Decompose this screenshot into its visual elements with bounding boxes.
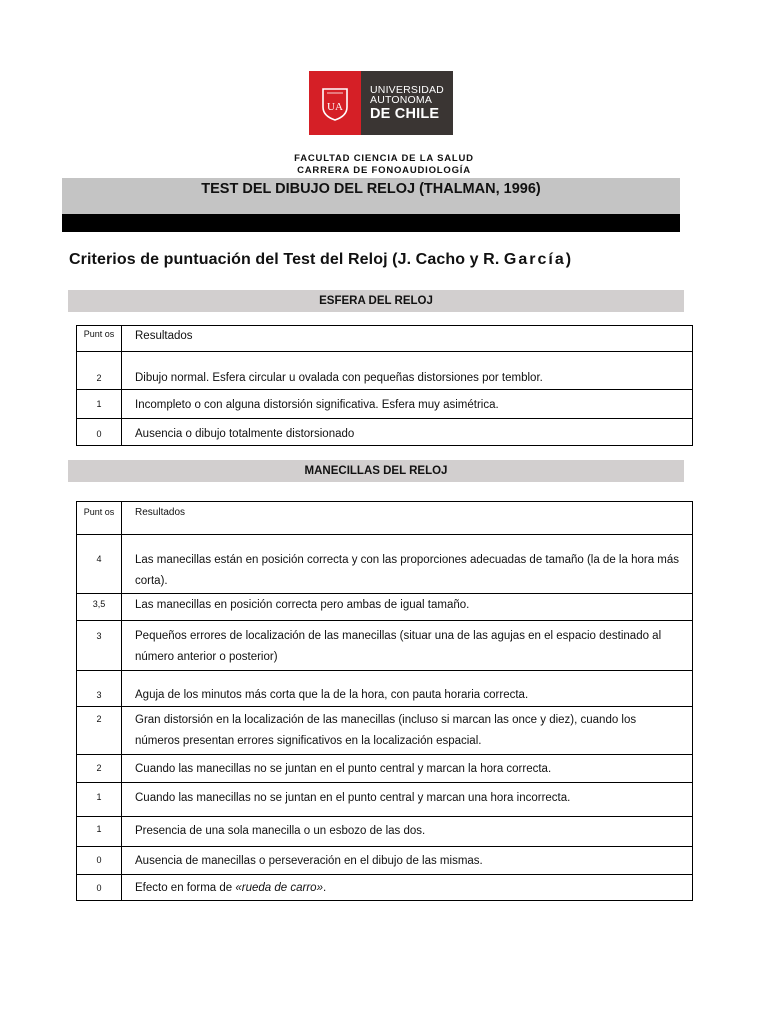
faculty-name: FACULTAD CIENCIA DE LA SALUD: [294, 153, 474, 164]
criteria-title-main: Criterios de puntuación del Test del Reloj (J. Cacho y R.: [69, 251, 504, 268]
row-result: Dibujo normal. Esfera circular u ovalada con pequeñas distorsiones por temblor.: [122, 352, 693, 390]
row-points: 0: [77, 419, 122, 446]
career-name: CARRERA DE FONOAUDIOLOGÍA: [297, 165, 471, 176]
test-title: TEST DEL DIBUJO DEL RELOJ (THALMAN, 1996): [201, 181, 541, 197]
row-points: 1: [77, 783, 122, 817]
row-result: [122, 875, 693, 901]
row-result: Presencia de una sola manecilla o un esbozo de las dos.: [122, 817, 693, 847]
esfera-table: [76, 325, 693, 446]
row-points: 3: [77, 671, 122, 707]
row-result: Ausencia de manecillas o perseveración en el dibujo de las mismas.: [122, 847, 693, 875]
table-header-row: [77, 326, 693, 352]
section-title-esfera: ESFERA DEL RELOJ: [68, 290, 684, 312]
logo-initials: UA: [327, 101, 343, 113]
table-row: [77, 535, 693, 594]
row-result-suffix: .: [322, 882, 327, 894]
table-row: [77, 352, 693, 390]
row-points: 2: [77, 352, 122, 390]
table-row: [77, 783, 693, 817]
row-result: Cuando las manecillas no se juntan en el punto central y marcan una hora incorrecta.: [122, 783, 693, 817]
criteria-title-spaced: García): [503, 251, 574, 268]
table-row: [77, 875, 693, 901]
table-row: [77, 847, 693, 875]
logo-line-1: UNIVERSIDAD: [370, 83, 444, 96]
table-row: [77, 671, 693, 707]
points-header: Punt os: [77, 502, 122, 535]
row-result: Aguja de los minutos más corta que la de la hora, con pauta horaria correcta.: [122, 671, 693, 707]
table-row: [77, 707, 693, 755]
table-row: [77, 621, 693, 671]
table-row: [77, 817, 693, 847]
title-band: [62, 178, 680, 214]
row-result: Gran distorsión en la localización de las manecillas (incluso si marcan las once y diez), cuando los números presentan errores significativos en la localización espacial.: [122, 707, 693, 755]
row-points: 3: [77, 621, 122, 671]
row-result-prefix: Efecto en forma de: [135, 882, 236, 894]
row-points: 4: [77, 535, 122, 594]
shield-logo-icon: [309, 71, 361, 135]
logo-wordmark: [361, 71, 453, 135]
results-header: Resultados: [122, 502, 693, 535]
row-points: 0: [77, 875, 122, 901]
table-row: [77, 390, 693, 419]
table-row: [77, 594, 693, 621]
title-divider-bar: [62, 214, 680, 232]
row-points: 2: [77, 755, 122, 783]
logo-line-3: DE CHILE: [370, 105, 440, 122]
results-header: Resultados: [122, 326, 693, 352]
row-result: Las manecillas en posición correcta pero ambas de igual tamaño.: [122, 594, 693, 621]
row-result: Ausencia o dibujo totalmente distorsionado: [122, 419, 693, 446]
row-points: 1: [77, 390, 122, 419]
row-points: 2: [77, 707, 122, 755]
points-header: Punt os: [77, 326, 122, 352]
row-result: Pequeños errores de localización de las manecillas (situar una de las agujas en el espacio destinado al número anterior o posterior): [122, 621, 693, 671]
row-points: 0: [77, 847, 122, 875]
table-header-row: [77, 502, 693, 535]
row-points: 3,5: [77, 594, 122, 621]
university-logo: [309, 71, 453, 135]
table-row: [77, 755, 693, 783]
row-result: Cuando las manecillas no se juntan en el punto central y marcan la hora correcta.: [122, 755, 693, 783]
section-title-manecillas: MANECILLAS DEL RELOJ: [68, 460, 684, 482]
row-result: Incompleto o con alguna distorsión significativa. Esfera muy asimétrica.: [122, 390, 693, 419]
logo-line-2: AUTONOMA: [370, 94, 433, 107]
criteria-title: [69, 251, 573, 269]
row-points: 1: [77, 817, 122, 847]
manecillas-table: [76, 501, 693, 901]
row-result-italic: «rueda de carro»: [235, 882, 323, 894]
table-row: [77, 419, 693, 446]
row-result: Las manecillas están en posición correcta y con las proporciones adecuadas de tamaño (la de la hora más corta).: [122, 535, 693, 594]
